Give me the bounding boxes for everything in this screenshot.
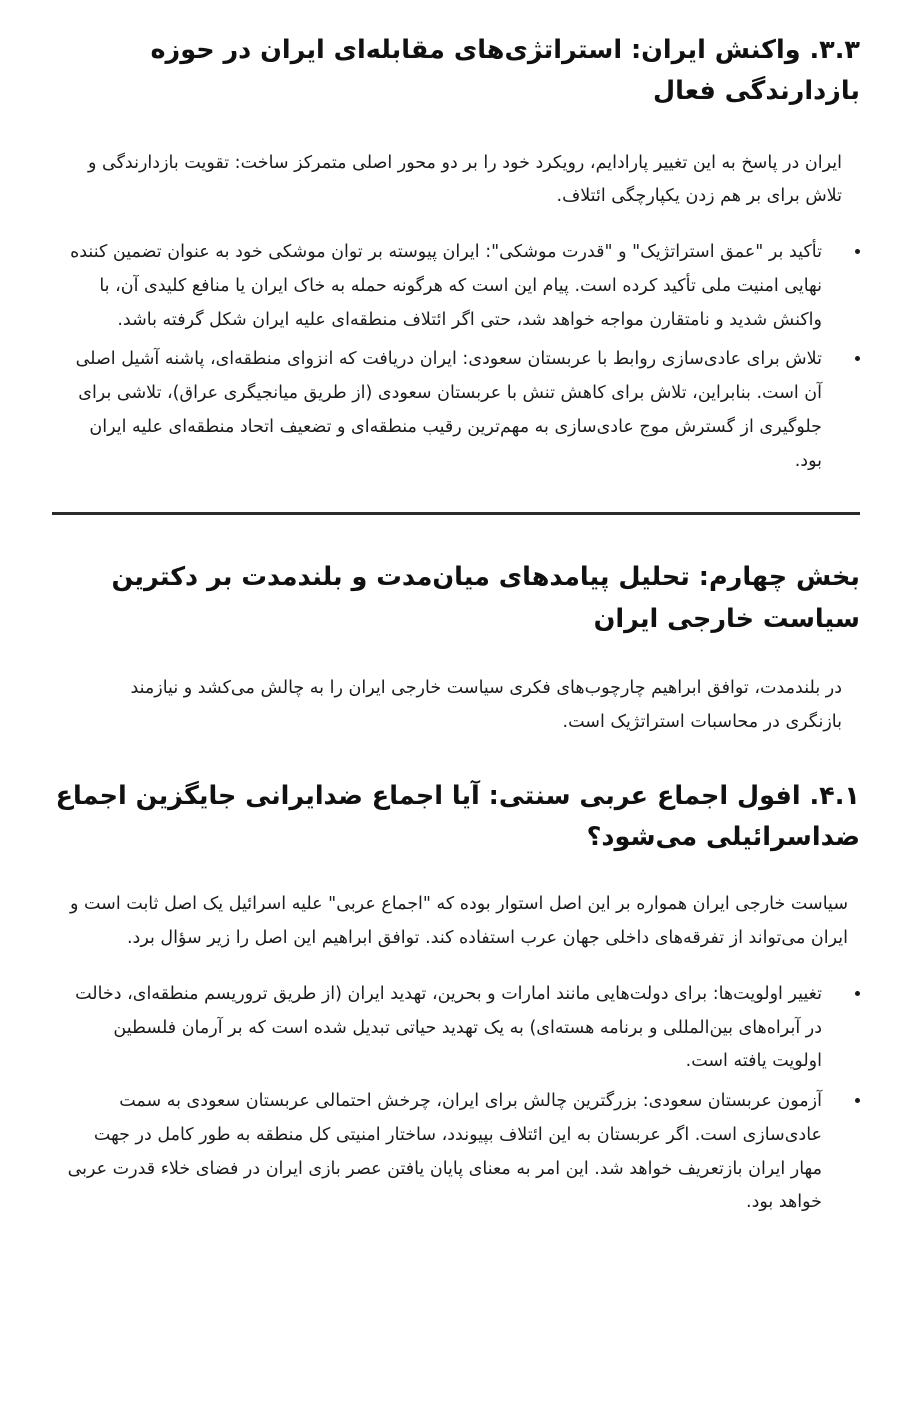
section-4-1-bullet-list	[0, 956, 912, 1220]
section-4-intro-block	[0, 640, 912, 740]
section-4-1-heading-block	[0, 740, 912, 859]
list-item	[52, 236, 860, 337]
list-item-text: تلاش برای عادی‌سازی روابط با عربستان سعودی: ایران دریافت که انزوای منطقه‌ای، پاشنه آشیل اصلی آن است. بنابراین، تلاش برای کاهش تنش با عربستان سعودی (از طریق میانجیگری عراق)، تلاشی برای جلوگیری از گسترش موج عادی‌سازی به مهم‌ترین رقیب منطقه‌ای و تضعیف اتحاد منطقه‌ای علیه ایران بود.	[75, 349, 822, 471]
section-4-heading: بخش چهارم: تحلیل پیامدهای میان‌مدت و بلندمدت بر دکترین سیاست خارجی ایران	[111, 562, 860, 634]
section-3-3-intro-block	[0, 113, 912, 215]
bullet-dot-icon	[855, 991, 860, 996]
section-3-3-heading: ۳.۳. واکنش ایران: استراتژی‌های مقابله‌ای ایران در حوزه بازدارندگی فعال	[150, 35, 860, 107]
page-bottom-spacer	[0, 1220, 912, 1264]
section-4-1-intro-block	[0, 858, 912, 956]
section-3-3-intro-paragraph: ایران در پاسخ به این تغییر پارادایم، رویکرد خود را بر دو محور اصلی متمرکز ساخت: تقویت بازدارندگی و تلاش برای بر هم زدن یکپارچگی ائتلاف.	[87, 152, 842, 207]
section-4-1-heading: ۴.۱. افول اجماع عربی سنتی: آیا اجماع ضدایرانی جایگزین اجماع ضداسرائیلی می‌شود؟	[55, 780, 860, 852]
section-4-heading-block	[0, 515, 912, 640]
list-item-text: تغییر اولویت‌ها: برای دولت‌هایی مانند امارات و بحرین، تهدید ایران (از طریق تروریسم منطقه‌ای، دخالت در آبراه‌های بین‌المللی و برنامه هسته‌ای) به یک تهدید حیاتی تبدیل شده است که بر آرمان فلسطین اولویت یافته است.	[75, 983, 822, 1072]
list-item-text: آزمون عربستان سعودی: بزرگترین چالش برای ایران، چرخش احتمالی عربستان سعودی به سمت عادی‌سازی است. اگر عربستان به این ائتلاف بپیوندد، ساختار امنیتی کل منطقه به طور کامل در جهت مهار ایران بازتعریف خواهد شد. این امر به معنای پایان یافتن عصر بازی ایران در فضای خلاء قدرت عربی خواهد بود.	[67, 1091, 822, 1213]
section-4-1-intro-paragraph: سیاست خارجی ایران همواره بر این اصل استوار بوده که "اجماع عربی" علیه اسرائیل یک اصل ثابت است و ایران می‌تواند از تفرقه‌های داخلی جهان عرب استفاده کند. توافق ابراهیم این اصل را زیر سؤال برد.	[69, 894, 848, 948]
section-4-intro-paragraph: در بلندمدت، توافق ابراهیم چارچوب‌های فکری سیاست خارجی ایران را به چالش می‌کشد و نیازمند بازنگری در محاسبات استراتژیک است.	[130, 678, 842, 732]
section-3-3-heading-block	[0, 0, 912, 113]
list-item-text: تأکید بر "عمق استراتژیک" و "قدرت موشکی": ایران پیوسته بر توان موشکی خود به عنوان تضمین کننده نهایی امنیت ملی تأکید کرده است. پیام این است که هرگونه حمله به خاک ایران یا منافع کلیدی آن، با واکنش شدید و نامتقارن مواجه خواهد شد، حتی اگر ائتلاف منطقه‌ای علیه ایران شکل گرفته باشد.	[70, 242, 822, 330]
section-3-3-bullet-list	[0, 214, 912, 478]
list-item	[52, 343, 860, 478]
bullet-dot-icon	[855, 1098, 860, 1103]
list-item	[52, 978, 860, 1079]
bullet-dot-icon	[855, 249, 860, 254]
section-divider-wrap	[0, 478, 912, 515]
list-item	[52, 1085, 860, 1220]
bullet-dot-icon	[855, 356, 860, 361]
